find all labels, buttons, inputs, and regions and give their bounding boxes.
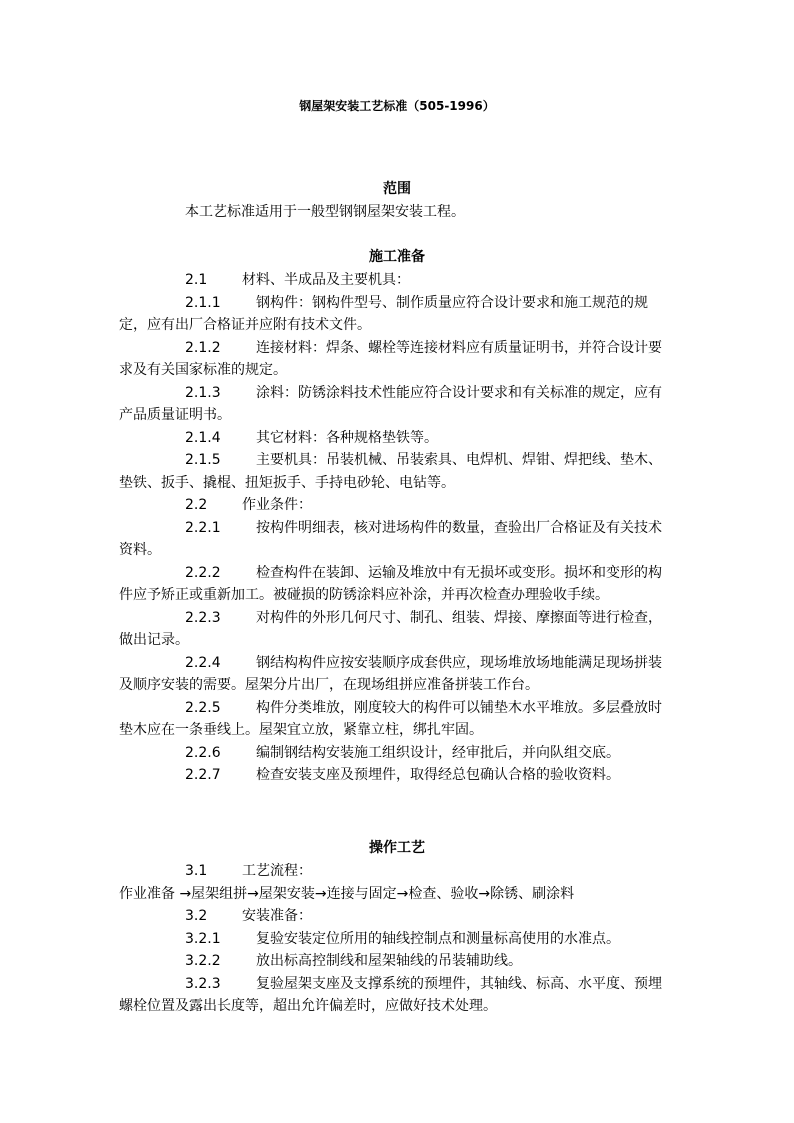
clause-number: 2.2.5 — [185, 699, 221, 716]
clause-text: 钢结构构件应按安装顺序成套供应，现场堆放场地能满足现场拼装及顺序安装的需要。屋架分片出厂，在现场组拼应准备拼装工作台。 — [119, 654, 662, 693]
clause — [119, 764, 675, 787]
clause — [119, 742, 675, 765]
clause — [119, 562, 675, 607]
clause-text: 编制钢结构安装施工组织设计，经审批后，并向队组交底。 — [256, 744, 620, 761]
clause-number: 2.2.3 — [185, 609, 221, 626]
clause-number: 2.1.5 — [185, 452, 221, 468]
clause-text: 涂料：防锈涂料技术性能应符合设计要求和有关标准的规定，应有产品质量证明书。 — [119, 384, 662, 423]
section-body-scope — [119, 201, 675, 224]
clause-text: 作业条件： — [242, 497, 312, 513]
clause — [119, 517, 675, 562]
clause-text: 放出标高控制线和屋架轴线的吊装辅助线。 — [256, 953, 522, 969]
clause-number: 2.2.4 — [185, 654, 221, 671]
clause-number: 2.1.3 — [185, 384, 221, 401]
clause-text: 钢构件：钢构件型号、制作质量应符合设计要求和施工规范的规定，应有出厂合格证并应附有技术文件。 — [119, 294, 648, 333]
clause-number: 2.1.2 — [185, 339, 221, 356]
clause — [119, 292, 675, 337]
clause-text: 按构件明细表，核对进场构件的数量，查验出厂合格证及有关技术资料。 — [119, 519, 662, 558]
clause-number: 2.1.4 — [185, 429, 221, 446]
clause-number: 2.2.7 — [185, 767, 221, 783]
clause-text: 连接材料：焊条、螺栓等连接材料应有质量证明书，并符合设计要求及有关国家标准的规定。 — [119, 339, 662, 378]
section-heading-ops: 操作工艺 — [369, 840, 425, 856]
process-flow-text: 作业准备 →屋架组拼→屋架安装→连接与固定→检查、验收→除锈、刷涂料 — [119, 885, 575, 902]
clause-number: 3.1 — [185, 863, 208, 879]
clause — [119, 928, 675, 951]
clause-text: 检查构件在装卸、运输及堆放中有无损坏或变形。损坏和变形的构件应予矫正或重新加工。被碰损的防锈涂料应补涂，并再次检查办理验收手续。 — [119, 564, 662, 603]
document-title: 钢屋架安装工艺标准（505-1996） — [299, 99, 495, 113]
clause — [119, 905, 675, 928]
clause — [119, 337, 675, 382]
clause — [119, 607, 675, 652]
clause-text: 复验安装定位所用的轴线控制点和测量标高使用的水准点。 — [256, 930, 620, 947]
clause-number: 2.2.1 — [185, 519, 221, 536]
clause-number: 3.2 — [185, 908, 208, 924]
clause-text: 其它材料：各种规格垫铁等。 — [256, 429, 438, 446]
clause-number: 2.1.1 — [185, 294, 221, 311]
section-heading-prep: 施工准备 — [369, 249, 425, 265]
clause — [119, 950, 675, 973]
clause — [119, 427, 675, 450]
clause-text: 构件分类堆放，刚度较大的构件可以铺垫木水平堆放。多层叠放时垫木应在一条垂线上。屋架宜立放，紧靠立柱，绑扎牢固。 — [119, 699, 662, 738]
clause — [119, 860, 675, 883]
clause-text: 工艺流程： — [242, 863, 312, 879]
clause-number: 3.2.1 — [185, 930, 221, 947]
clause — [119, 973, 675, 1018]
clause-number: 2.2 — [185, 497, 208, 513]
clause — [119, 697, 675, 742]
clause — [119, 652, 675, 697]
paragraph-text: 本工艺标准适用于一般型钢钢屋架安装工程。 — [185, 204, 465, 220]
section-body-prep — [119, 269, 675, 787]
section-body-ops — [119, 860, 675, 1018]
clause-number: 3.2.3 — [185, 975, 221, 992]
clause-text: 对构件的外形几何尺寸、制孔、组装、焊接、摩擦面等进行检查，做出记录。 — [119, 609, 662, 648]
clause — [119, 494, 675, 517]
clause-number: 2.1 — [185, 272, 208, 288]
process-flow — [119, 883, 675, 906]
clause-number: 2.2.6 — [185, 744, 221, 761]
clause-text: 检查安装支座及预埋件，取得经总包确认合格的验收资料。 — [256, 767, 620, 783]
clause-number: 2.2.2 — [185, 564, 221, 581]
clause-number: 3.2.2 — [185, 953, 221, 969]
clause-text: 材料、半成品及主要机具： — [242, 272, 410, 288]
clause-text: 主要机具：吊装机械、吊装索具、电焊机、焊钳、焊把线、垫木、垫铁、扳手、撬棍、扭矩扳手、手持电砂轮、电钻等。 — [119, 452, 662, 491]
clause — [119, 382, 675, 427]
clause-text: 安装准备： — [242, 908, 312, 924]
clause — [119, 269, 675, 292]
clause-text: 复验屋架支座及支撑系统的预埋件，其轴线、标高、水平度、预埋螺栓位置及露出长度等，超出允许偏差时，应做好技术处理。 — [119, 975, 662, 1014]
clause — [119, 449, 675, 494]
paragraph — [119, 201, 675, 224]
section-heading-scope: 范围 — [383, 181, 411, 197]
